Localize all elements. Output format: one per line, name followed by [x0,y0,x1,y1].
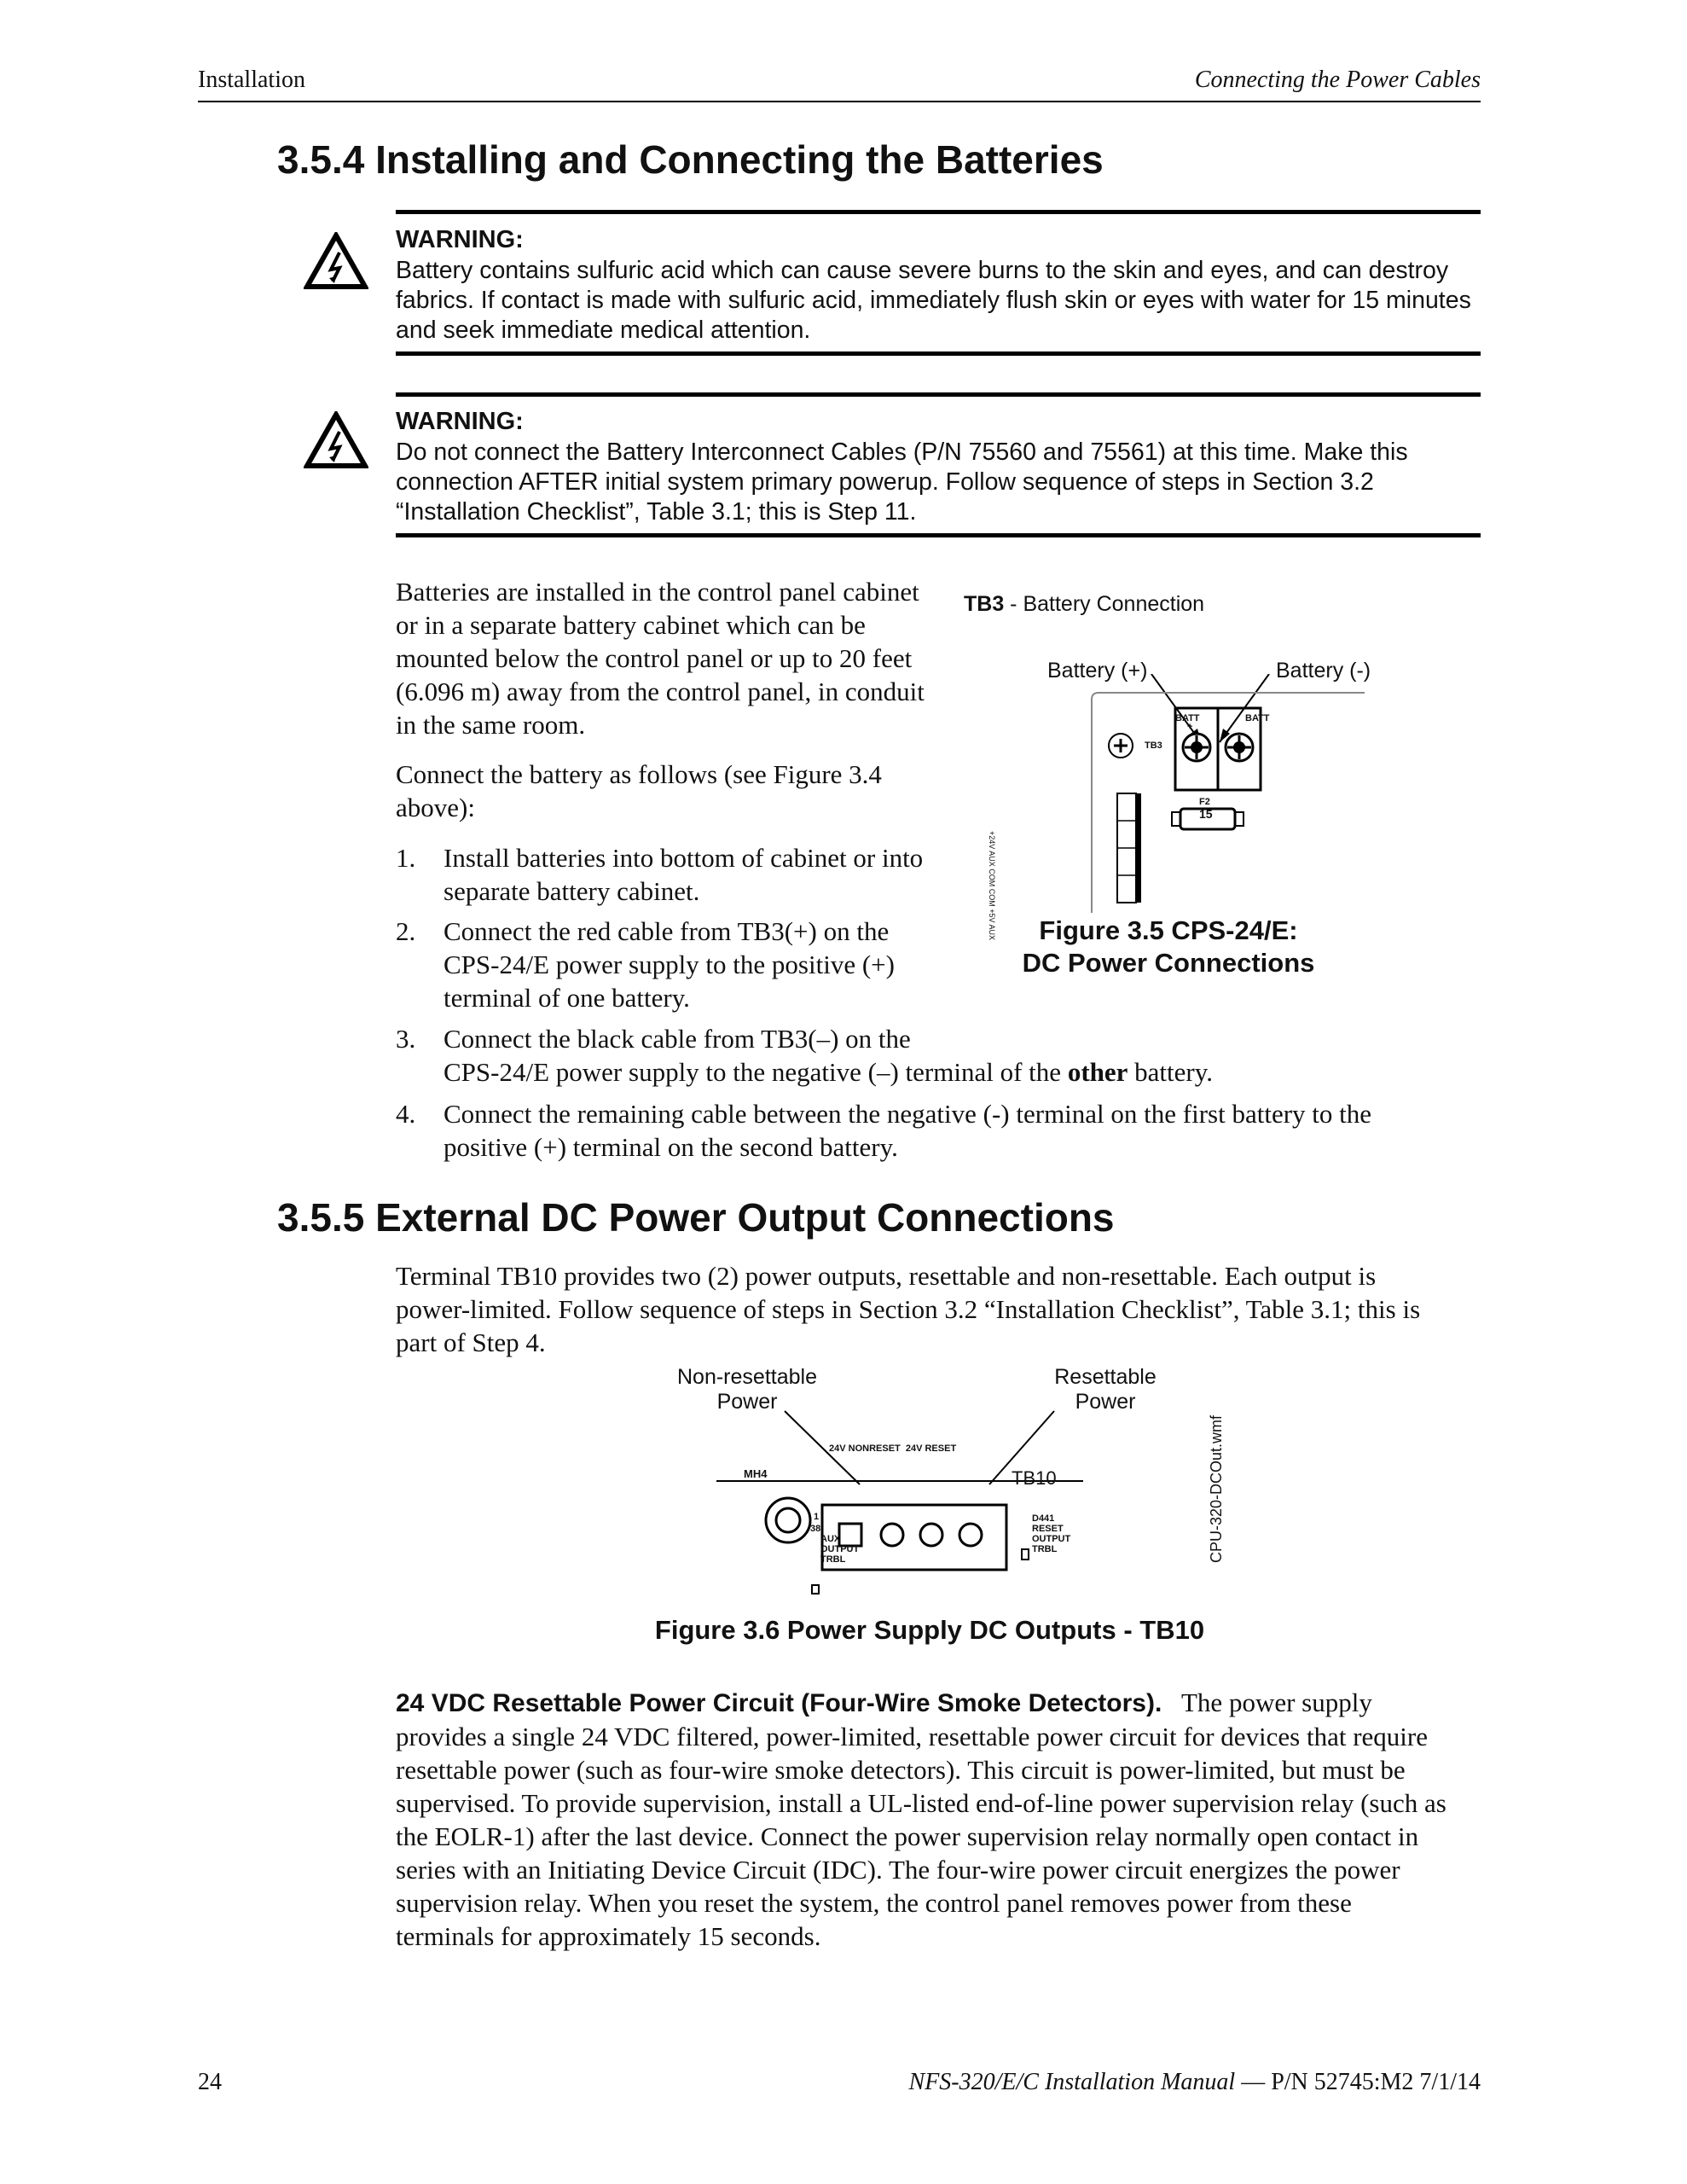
warning-1-bottom-rule [396,351,1481,356]
step-3-text: Connect the black cable from TB3(–) on the CPS-24/E power supply to the negative (–) terminal of the other battery. [443,1024,1213,1087]
running-header-left: Installation [198,67,305,93]
document-reference: NFS-320/E/C Installation Manual — P/N 52745:M2 7/1/14 [908,2069,1481,2095]
batt-minus-pcb-label: BATT [1245,713,1270,723]
tb10-board-diagram [716,1399,1092,1595]
resettable-power-label: Resettable Power [1054,1365,1157,1414]
warning-1-top-rule [396,210,1481,214]
electrical-hazard-icon [304,411,368,469]
warning-2-title: WARNING: [396,408,524,435]
figure-3-6-caption: Figure 3.6 Power Supply DC Outputs - TB10 [654,1615,1205,1645]
pin-1-label: 1 [814,1512,820,1522]
step-1-text: Install batteries into bottom of cabinet or into separate battery cabinet. [443,843,924,906]
cps-24e-board-diagram [1083,674,1365,913]
tb2-vertical-label: +24V AUX COM COM +5V AUX [988,831,996,941]
section-heading-3-5-5: 3.5.5 External DC Power Output Connections [277,1195,1115,1240]
warning-2-bottom-rule [396,533,1481,537]
tb10-label: TB10 [1012,1467,1057,1489]
step-1-number: 1. [396,843,416,873]
step-4-text: Connect the remaining cable between the negative (-) terminal on the first battery to the positive (+) terminal on the second battery. [443,1099,1372,1162]
step-3-number: 3. [396,1024,416,1054]
batt-plus-pcb-label: BATT [1175,713,1200,723]
aux-output-trbl-label: AUX OUTPUT TRBL [820,1534,860,1565]
fuse-rating-label: 15 [1199,807,1213,821]
warning-2-text: Do not connect the Battery Interconnect Cables (P/N 75560 and 75561) at this time. Make this connection AFTER initial system primary powerup. Follow sequence of steps in Section 3.2 “Installation Checklist”, Table 3.1; this is Step 11. [396,439,1408,526]
f2-label: F2 [1199,797,1210,807]
step-2-number: 2. [396,916,416,946]
step-4-number: 4. [396,1099,416,1129]
section-heading-3-5-4: 3.5.4 Installing and Connecting the Batteries [277,137,1104,182]
warning-1-text: Battery contains sulfuric acid which can cause severe burns to the skin and eyes, and can destroy fabrics. If contact is made with sulfuric acid, immediately flush skin or eyes with water for 15 minutes and seek immediate medical attention. [396,257,1471,344]
mh4-label: MH4 [744,1467,768,1480]
battery-intro-paragraph: Batteries are installed in the control panel cabinet or in a separate battery cabinet which can be mounted below the control panel or up to 20 feet (6.096 m) away from the control panel, in conduit in the same room. [396,577,925,740]
resettable-power-paragraph: 24 VDC Resettable Power Circuit (Four-Wire Smoke Detectors). The power supply provides a single 24 VDC filtered, power-limited, resettable power circuit for devices that require resettable power (such as four-wire smoke detectors). This circuit is power-limited, but must be supervised. To provide supervision, install a UL-listed end-of-line power supervision relay (such as the EOLR-1) after the last device. Connect the power supervision relay normally open contact in series with an Initiating Device Circuit (IDC). The four-wire power circuit energizes the power supervision relay. When you reset the system, the control panel removes power from these terminals for approximately 15 seconds. [396,1687,1446,1951]
running-header-right: Connecting the Power Cables [1194,67,1481,93]
battery-plus-label: Battery (+) [1047,659,1148,682]
step-2-text: Connect the red cable from TB3(+) on the CPS-24/E power supply to the positive (+) terminal of one battery. [443,916,895,1013]
figure-3-5-title: TB3 - Battery Connection [964,592,1205,616]
figure-filename-label: CPU-320-DCOut.wmf [1208,1414,1225,1563]
tb3-pcb-label: TB3 [1145,741,1162,751]
page-number: 24 [198,2069,222,2095]
electrical-hazard-icon [304,232,368,290]
tb10-terminal-label: 24V NONRESET 24V RESET [829,1443,957,1454]
header-rule [198,101,1481,102]
pin-38-label: 38 [810,1524,821,1534]
battery-minus-label: Battery (-) [1276,659,1371,682]
batt-plus-sign: + [1187,722,1193,732]
figure-3-5-caption: Figure 3.5 CPS-24/E: DC Power Connections [1022,915,1315,978]
tb10-paragraph: Terminal TB10 provides two (2) power outputs, resettable and non-resettable. Each output is power-limited. Follow sequence of steps in Section 3.2 “Installation Checklist”, Table 3.1; this is part of Step 4. [396,1261,1421,1357]
nonresettable-power-label: Non-resettable Power [677,1365,817,1414]
warning-2-top-rule [396,392,1481,397]
connect-intro-paragraph: Connect the battery as follows (see Figure 3.4 above): [396,759,882,822]
d441-reset-output-trbl-label: D441 RESET OUTPUT TRBL [1032,1513,1071,1554]
resettable-power-run-in-heading: 24 VDC Resettable Power Circuit (Four-Wire Smoke Detectors). [396,1689,1162,1717]
warning-1-title: WARNING: [396,226,524,253]
